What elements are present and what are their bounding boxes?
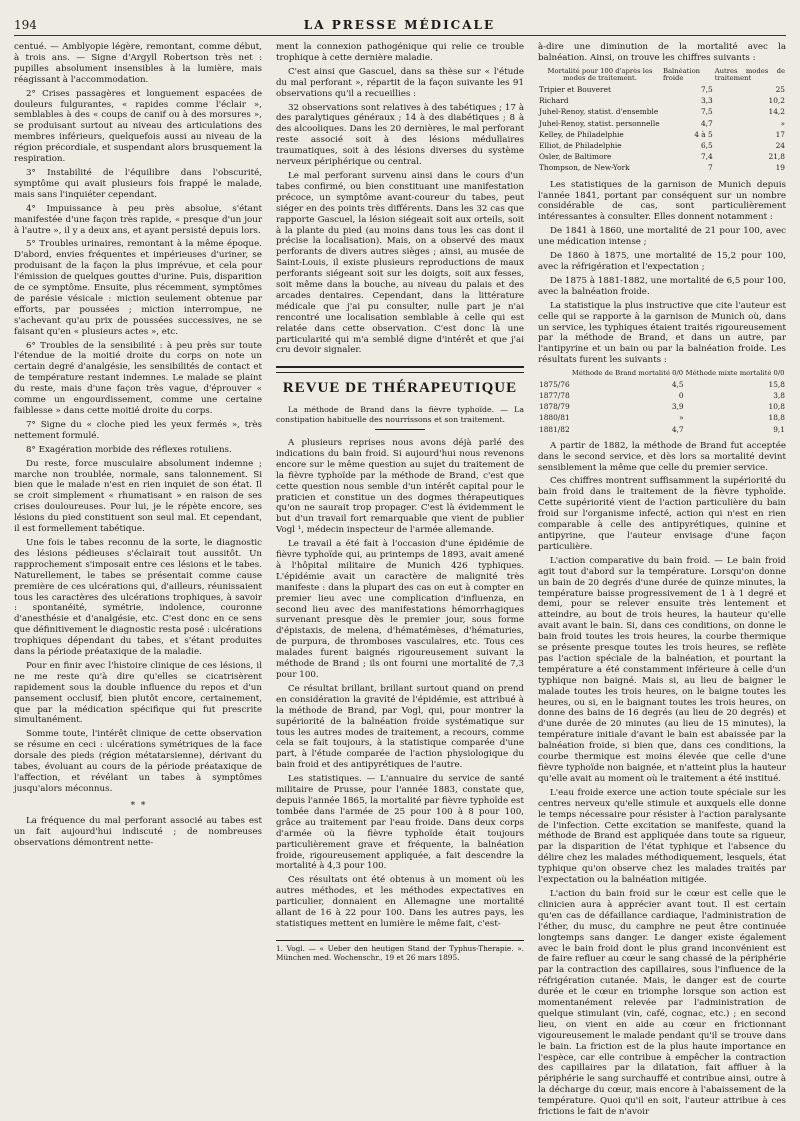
table-cell: 7	[708, 163, 713, 173]
section-title: REVUE DE THÉRAPEUTIQUE	[282, 380, 518, 397]
paragraph: Le mal perforant survenu ainsi dans le cours d'un tabes confirmé, ou bien constituant une manifestation précoce, un symptôme avant-coureur du tabes, peut siéger en des points très différents. Dans les 32 cas que rapporte Gascuel, la lésion siégeait soit aux orteils, soit à la plante du pied (au moins dans tous les cas dont il précise la localisation). Mais, on a observé des maux perforants de divers autres sièges ; ainsi, au musée de Saint-Louis, il existe plusieurs reproductions de maux perforants siégeant soit sur les doigts, soit aux fesses, soit même dans la bouche, au niveau du palais et des arcades dentaires. Cependant, dans la littérature médicale que j'ai pu consulter, nulle part je n'ai rencontré une localisation semblable à celle qui est relatée dans cette observation. C'est donc là une particularité qui m'a semblé digne d'intérêt et que j'ai cru devoir signaler.	[276, 170, 524, 356]
table-cell: 25	[775, 85, 785, 94]
paragraph: L'action du bain froid sur le cœur est celle que le clinicien aura à apprécier avant tout. Il est certain qu'en cas de défaillance cardiaque, l'administration de l'éther, du musc, du camphre ne peut être continuée longtemps sans danger. Le danger existe également avec le bain froid dont le plus grand inconvénient est de faire refluer au cœur le sang chassé de la périphérie par la contraction des capillaires, sous l'influence de la réfrigération cutanée. Mais, le danger est de courte durée et le cœur en triomphe lorsque son action est momentanément relevée par l'administration de quelque stimulant (vin, café, cognac, etc.) ; en second lieu, on vient en aide au cœur en frictionnant vigoureusement le malade pendant qu'il se trouve dans le bain. La friction est de la plus haute importance en l'espèce, car elle contribue à empêcher la contraction des capillaires par la dilatation, fait affluer à la périphérie le sang surchauffé et contribue ainsi, outre à la décharge du cœur, mais encore à l'abaissement de la température. Quoi qu'il en soit, l'auteur attribue à ces frictions le fait de n'avoir	[538, 888, 786, 1118]
table-cell: 4,7	[671, 424, 684, 434]
table-row	[538, 95, 786, 106]
paragraph: 3° Instabilité de l'équilibre dans l'obscurité, symptôme qui avait plusieurs fois frappé le malade, mais sans l'inquiéter cependant.	[14, 167, 262, 200]
table-row	[538, 379, 786, 390]
section-rule	[276, 366, 524, 368]
table-cell: Juhel-Renoy, statist. d'ensemble	[539, 107, 659, 117]
journal-title: LA PRESSE MÉDICALE	[303, 18, 496, 32]
paragraph: Une fois le tabes reconnu de la sorte, le diagnostic des lésions pédieuses s'éclairait tout aussitôt. Un rapprochement s'imposait entre ces lésions et le tabes. Naturellement, le tabes se présentait comme cause première de ces ulcérations qui, d'ailleurs, réunissaient tous les caractères des ulcérations trophiques, à savoir : spontanéité, symétrie, indolence, couronne d'anesthésie et d'analgésie, etc. C'est donc en ce sens que définitivement le diagnostic resta posé : ulcérations trophiques dépendant du tabes, et s'étant produites dans la période préataxique de la maladie.	[14, 537, 262, 658]
table-row	[538, 106, 786, 117]
column-right	[538, 42, 786, 1121]
section-rule-thin	[276, 372, 524, 373]
table-cell: 15,8	[768, 379, 785, 389]
table-cell: Tripier et Bouveret	[539, 85, 611, 94]
table-cell: 24	[775, 141, 785, 151]
paragraph: A partir de 1882, la méthode de Brand fut acceptée dans le second service, et dès lors sa mortalité devint sensiblement la même que celle du premier service.	[538, 440, 786, 473]
column-left	[14, 42, 262, 1121]
table-cell: 18,8	[768, 413, 785, 423]
paragraph: Ces chiffres montrent suffisamment la supériorité du bain froid dans le traitement de la fièvre typhoïde. Cette supériorité vient de l'action particulière du bain froid sur l'organisme infecté, action qui n'est en rien comparable à celle des antipyrétiques, quinine et antipyrine, que l'auteur envisage d'une façon particulière.	[538, 476, 786, 552]
table-row	[538, 129, 786, 140]
table-cell: 4 à 5	[694, 129, 713, 139]
table-cell: 1881/82	[539, 424, 570, 434]
table-cell: 17	[775, 129, 785, 139]
table-cell: 14,2	[768, 107, 785, 117]
paragraph: De 1860 à 1875, une mortalité de 15,2 pour 100, avec la réfrigération et l'expectation ;	[538, 251, 786, 272]
table-cell: 19	[775, 163, 785, 173]
table-header: Autres modes de traitement	[714, 66, 785, 83]
table-cell: 1878/79	[539, 402, 570, 412]
table-row	[538, 151, 786, 162]
paragraph: Ces résultats ont été obtenus à un moment où les autres méthodes, et les méthodes expectatives en particulier, donnaient en Allemagne une mortalité allant de 16 à 22 pour 100. Dans les autres pays, les statistiques mettent en lumière le même fait, c'est-	[276, 875, 524, 929]
table-header: Méthode de Brand mortalité 0/0	[571, 369, 684, 378]
paragraph: L'eau froide exerce une action toute spéciale sur les centres nerveux qu'elle stimule et auxquels elle donne le temps nécessaire pour résister à l'action paralysante de l'infection. Cette excitation se manifeste, quand la méthode de Brand est appliquée dans toute sa rigueur, par la disparition de l'état typhique et l'absence du délire chez les malades méthodiquement, lesquels, état typhique qu'on observe chez les malades traités par l'expectation ou la balnéation mitigée.	[538, 787, 786, 886]
table-row	[538, 84, 786, 95]
table-cell: 4,5	[671, 379, 684, 389]
table-cell: 7,4	[700, 152, 713, 162]
paragraph: Somme toute, l'intérêt clinique de cette observation se résume en ceci : ulcérations symétriques de la face dorsale des pieds (région métatarsienne), dérivant du tabes, évoluant au cours de la période préataxique de l'affection, et révélant un tabes à symptômes jusqu'alors méconnus.	[14, 729, 262, 794]
short-rule	[375, 429, 425, 430]
table-cell: 3,3	[700, 96, 713, 106]
section-lead: La méthode de Brand dans la fièvre typhoïde. — La constipation habituelle des nourrissons et son traitement.	[276, 405, 524, 425]
table-cell: 10,2	[768, 96, 785, 106]
paragraph: C'est ainsi que Gascuel, dans sa thèse sur « l'étude du mal perforant », répartit de la façon suivante les 91 observations qu'il a recueillies :	[276, 66, 524, 99]
paragraph: 32 observations sont relatives à des tabétiques ; 17 à des paralytiques généraux ; 14 à des diabétiques ; 8 à des alcooliques. Dans les 20 dernières, le mal perforant reste associé soit à des lésions médullaires traumatiques, soit à des lésions diverses du système nerveux périphérique ou central.	[276, 102, 524, 168]
paragraph: 6° Troubles de la sensibilité : à peu près sur toute l'étendue de la moitié droite du corps on note un certain degré d'analgésie, les sensibilités de contact et de température restant indemnes. Le malade se plaint du reste, mais d'une façon très vague, d'éprouver « comme un engourdissement, comme une certaine faiblesse » dans cette moitié droite du corps.	[14, 340, 262, 416]
table-row	[538, 162, 786, 173]
table-cell: 1880/81	[539, 413, 570, 423]
page-number: 194	[14, 18, 37, 32]
table-cell: Osler, de Baltimore	[539, 152, 612, 162]
table-cell: 3,8	[773, 390, 785, 400]
paragraph: à-dire une diminution de la mortalité avec la balnéation. Ainsi, on trouve les chiffres suivants :	[538, 42, 786, 63]
paragraph: 2° Crises passagères et longuement espacées de douleurs fulgurantes, « rapides comme l'éclair », semblables à des « coups de canif ou à des morsures », se produisant surtout au niveau des articulations des membres inférieurs, quelquefois aussi au niveau de la région précordiale, et suspendant alors brusquement la respiration.	[14, 88, 262, 165]
table-cell: »	[780, 118, 785, 128]
paragraph: De 1875 à 1881-1882, une mortalité de 6,5 pour 100, avec la balnéation froide.	[538, 275, 786, 297]
paragraph: ment la connexion pathogénique qui relie ce trouble trophique à cette dernière maladie.	[276, 42, 524, 63]
table-cell: 7,5	[700, 107, 713, 117]
table-cell: Elliot, de Philadelphie	[539, 141, 622, 151]
footnote: 1. Vogl. — « Ueber den heutigen Stand der Typhus-Therapie. ». München med. Wochenschr., 19 et 26 mars 1895.	[276, 940, 524, 962]
table-cell: 0	[678, 390, 684, 400]
paragraph: De 1841 à 1860, une mortalité de 21 pour 100, avec une médication intense ;	[538, 226, 786, 248]
paragraph: La statistique la plus instructive que cite l'auteur est celle qui se rapporte à la garnison de Munich où, dans un service, les typhiques étaient traités rigoureusement par la méthode de Brand, et dans un autre, par l'antipyrine et un bain ou par la balnéation froide. Les résultats furent les suivants :	[538, 300, 786, 366]
paragraph: La fréquence du mal perforant associé au tabes est un fait aujourd'hui indiscuté ; de nombreuses observations démontrent nette-	[14, 815, 262, 848]
table-row	[538, 390, 786, 401]
mortality-table-1	[538, 67, 786, 174]
paragraph: 7° Signe du « cloche pied les yeux fermés », très nettement formulé.	[14, 419, 262, 441]
mortality-table-2	[538, 369, 786, 435]
table-cell: 10,8	[768, 402, 785, 412]
section-break-stars: * *	[130, 800, 146, 811]
paragraph: L'action comparative du bain froid. — Le bain froid agit tout d'abord sur la température. Lorsqu'on donne un bain de 20 degrés d'une durée de quinze minutes, la température baisse progressivement de 1 à 1 degré et demi, pour se relever ensuite très lentement et atteindre, au bout de trois heures, la hauteur qu'elle avait avant le bain. Si, dans ces conditions, on donne le bain froid toutes les trois heures, la courbe thermique se présente presque toutes les trois heures, se reflète pas l'action spéciale de la balnéation, et pourtant la température a été constamment inférieure à celle d'un typhique non baigné. Mais si, au lieu de baigner le malade toutes les trois heures, on le baigne toutes les heures, ou si, en le baignant toutes les trois heures, on donne des bains de 16 degrés (au lieu de 20 degrés) et d'une durée de 20 minutes (au lieu de 15 minutes), la température initiale d'avant le bain est abaissée par la balnéation froide, si bien que, dans ces conditions, la courbe thermique est moins élevée que celle d'une fièvre typhoïde non baignée, et n'atteint plus la hauteur qu'elle avait au moment où le traitement a été institué.	[538, 555, 786, 784]
table-row	[538, 118, 786, 129]
column-middle	[276, 42, 524, 1121]
table-cell: Richard	[539, 96, 569, 106]
article-columns	[14, 42, 786, 1118]
paragraph: Les statistiques. — L'annuaire du service de santé militaire de Prusse, pour l'année 1883, constate que, depuis l'année 1865, la mortalité par fièvre typhoïde est tombée dans l'armée de 25 pour 100 à 8 pour 100, grâce au traitement par l'eau froide. Dans deux corps d'armée où la fièvre typhoïde était toujours particulièrement grave et fréquente, la balnéation froide, rigoureusement appliquée, a fait descendre la mortalité à 4,3 pour 100.	[276, 774, 524, 872]
table-cell: 6,5	[700, 141, 713, 151]
table-cell: »	[679, 413, 684, 423]
table-cell: 9,1	[773, 424, 785, 434]
table-cell: 4,7	[700, 118, 713, 128]
table-cell: 21,8	[768, 152, 785, 162]
paragraph: Les statistiques de la garnison de Munich depuis l'année 1841, portant par conséquent sur un nombre considérable de cas, sont particulièrement intéressantes à consulter. Elles donnent notamment :	[538, 179, 786, 223]
table-cell: 3,9	[671, 402, 684, 412]
paragraph: centué. — Amblyopie légère, remontant, comme début, à trois ans. — Signe d'Argyll Robertson très net : pupilles absolument insensibles à la lumière, mais réagissant à l'accommodation.	[14, 42, 262, 85]
table-row	[538, 424, 786, 435]
paragraph: 5° Troubles urinaires, remontant à la même époque. D'abord, envies fréquentes et impérieuses d'uriner, se produisant de la façon la plus imprévue, et cela pour l'émission de quelques gouttes d'urine. Puis, disparition de ce symptôme. Ensuite, plus récemment, symptômes de parésie vésicale : miction seulement obtenue par efforts, par poussées ; miction interrompue, ne s'achevant qu'au prix de poussées successives, ne se faisant qu'en « plusieurs actes », etc.	[14, 239, 262, 337]
table-row	[538, 401, 786, 412]
table-header: Balnéation froide	[663, 66, 701, 83]
table-row	[538, 412, 786, 423]
table-cell: 1877/78	[539, 390, 570, 400]
table-header: Mortalité pour 100 d'après les modes de traitement.	[547, 66, 653, 83]
paragraph: A plusieurs reprises nous avons déjà parlé des indications du bain froid. Si aujourd'hui nous revenons encore sur le même question au sujet du traitement de la fièvre typhoïde par la méthode de Brand, c'est que cette question nous semble d'un intérêt capital pour le praticien et constitue un des dogmes thérapeutiques qu'on ne saurait trop propager. C'est là évidemment le but d'un travail fort remarquable que vient de publier Vogl ¹, médecin inspecteur de l'armée allemande.	[276, 437, 524, 536]
table-cell: Thompson, de New-York	[539, 163, 630, 173]
table-cell: 7,5	[700, 85, 713, 94]
paragraph: Ce résultat brillant, brillant surtout quand on prend en considération la gravité de l'épidémie, est attribué à la méthode de Brand, par Vogl, qui, pour montrer la supériorité de la balnéation froide systématique sur tous les autres modes de traitement, a recours, comme cela se fait toujours, à la statistique comparée d'une part, à l'étude comparée de l'action physiologique du bain froid et des antipyrétiques de l'autre.	[276, 683, 524, 771]
table-header: Méthode mixte mortalité 0/0	[685, 369, 785, 378]
table-header	[538, 369, 571, 379]
paragraph: Pour en finir avec l'histoire clinique de ces lésions, il ne me reste qu'à dire qu'elles se cicatrisèrent rapidement sous la double influence du repos et d'un pansement occlusif, bien plutôt encore, certainement, que par la médication spécifique qui fut prescrite simultanément.	[14, 660, 262, 726]
table-cell: Juhel-Renoy, statist. personnelle	[539, 118, 660, 128]
table-cell: Kelley, de Philadelphie	[539, 129, 624, 139]
table-cell: 1875/76	[539, 379, 570, 389]
paragraph: 8° Exagération morbide des réflexes rotuliens.	[26, 444, 232, 455]
paragraph: 4° Impuissance à peu près absolue, s'étant manifestée d'une façon très rapide, « presque d'un jour à l'autre », il y a deux ans, et ayant persisté depuis lors.	[14, 203, 262, 236]
paragraph: Du reste, force musculaire absolument indemne ; marche non troublée, normale, sans talonnement. Si bien que le malade n'est en rien inquiet de son état. Il se croit simplement « rhumatisant » en raison de ses crises douloureuses. Pour lui, je le répète encore, ses lésions du pied constituent son seul mal. Et cependant, il est formellement tabétique.	[14, 458, 262, 535]
page-header	[14, 8, 786, 36]
paragraph: Le travail a été fait à l'occasion d'une épidémie de fièvre typhoïde qui, au printemps de 1893, avait amené à l'hôpital militaire de Munich 426 typhiques. L'épidémie avait un caractère de malignité très manifeste : dans la plupart des cas on eut à compter en premier lieu avec une complication d'influenza, en second lieu avec des manifestations hémorrhagiques survenant presque dès le premier jour, sous forme d'épistaxis, de melena, d'hématémèses, d'hématuries, de purpura, de thromboses vasculaires, etc. Tous ces malades furent baignés rigoureusement suivant la méthode de Brand ; ils ont fourni une mortalité de 7,3 pour 100.	[276, 539, 524, 680]
table-row	[538, 140, 786, 151]
